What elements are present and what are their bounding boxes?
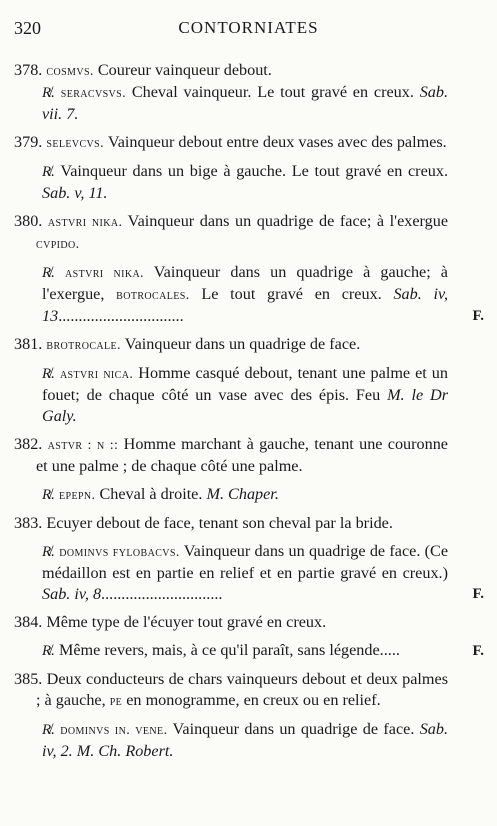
reverse-383: R̸. dominvs fylobacvs. Vainqueur dans un quadrige de face. (Ce médaillon est en partie en relief et en partie gravé en creux.) Sab. iv, 8.............................. F.: [42, 542, 484, 603]
reverse-symbol: R̸.: [42, 164, 55, 180]
reverse-symbol: R̸.: [42, 544, 55, 560]
entry-381: 381. brotrocale. Vainqueur dans un quadrige de face.: [14, 335, 361, 353]
reverse-384: R̸. Même revers, mais, à ce qu'il paraît, sans légende..... F.: [14, 640, 448, 662]
entry-379: 379. selevcvs. Vainqueur debout entre deux vases avec des palmes.: [14, 133, 447, 151]
reverse-symbol: R̸.: [42, 722, 55, 738]
reverse-symbol: R̸.: [42, 265, 55, 281]
provenance-mark: F.: [472, 643, 484, 659]
reverse-380: R̸. astvri nika. Vainqueur dans un quadrige à gauche; à l'exergue, botrocales. Le tout gravé en creux. Sab. iv, 13............................... F.: [42, 263, 484, 325]
reverse-385: R̸. dominvs in. vene. Vainqueur dans un quadrige de face. Sab. iv, 2. M. Ch. Robert.: [42, 720, 449, 760]
reverse-378: R̸. seracvsvs. Cheval vainqueur. Le tout gravé en creux. Sab. vii. 7.: [42, 83, 449, 123]
running-header: [14, 18, 483, 40]
reverse-381: R̸. astvri nica. Homme casqué debout, tenant une palme et un fouet; de chaque côté un vase avec des épis. Feu M. le Dr Galy.: [42, 364, 449, 425]
provenance-mark: F.: [472, 586, 484, 602]
entry-384: 384. Même type de l'écuyer tout gravé en creux.: [14, 613, 327, 631]
reverse-symbol: R̸.: [42, 487, 55, 503]
entry-383: 383. Ecuyer debout de face, tenant son cheval par la bride.: [14, 514, 393, 532]
provenance-mark: F.: [472, 308, 484, 324]
entry-382: 382. astvr : n :: Homme marchant à gauche, tenant une couronne et une palme ; de chaque côté une palme.: [14, 435, 448, 475]
reverse-symbol: R̸.: [42, 643, 55, 659]
entry-380: 380. astvri nika. Vainqueur dans un quadrige de face; à l'exergue cvpido.: [14, 212, 449, 252]
reverse-379: R̸. Vainqueur dans un bige à gauche. Le tout gravé en creux. Sab. v, 11.: [42, 162, 448, 202]
running-title: CONTORNIATES: [178, 18, 319, 37]
entry-385: 385. Deux conducteurs de chars vainqueurs debout et deux palmes ; à gauche, pe en monogramme, en creux ou en relief.: [14, 670, 448, 709]
reverse-symbol: R̸.: [42, 85, 55, 101]
catalogue-entries: [14, 60, 484, 762]
reverse-382: R̸. epepn. Cheval à droite. M. Chaper.: [42, 485, 279, 503]
entry-378: 378. cosmvs. Coureur vainqueur debout.: [14, 61, 272, 79]
page-number: 320: [14, 18, 41, 38]
reverse-symbol: R̸.: [42, 366, 55, 382]
